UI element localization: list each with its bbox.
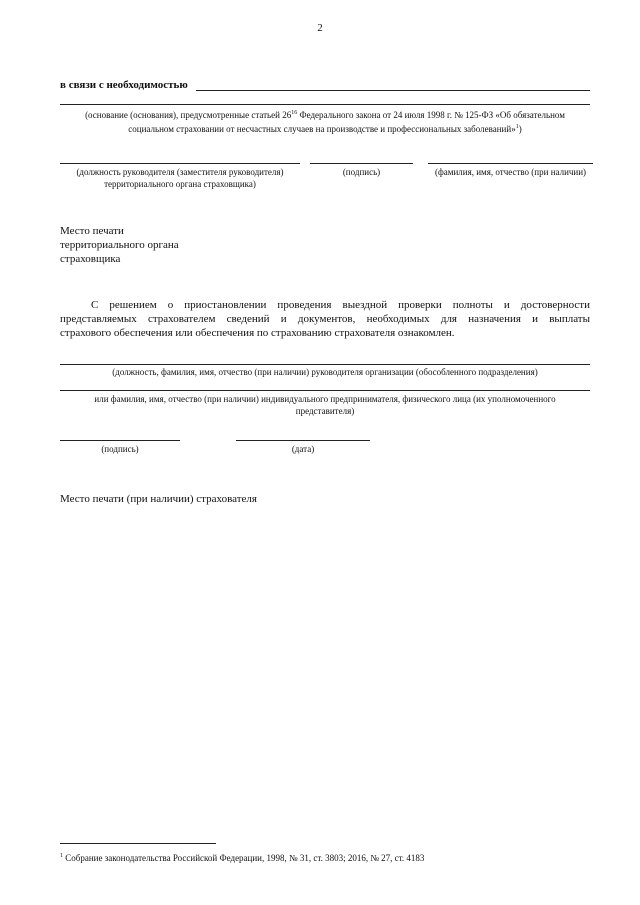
acknowledgement-paragraph	[60, 298, 590, 340]
reason-caption-part1: (основание (основания), предусмотренные статьей 26	[85, 110, 292, 120]
reason-prefix: в связи с необходимостью	[60, 79, 188, 91]
reason-caption	[60, 107, 590, 135]
insurer-seal-line3: страховщика	[60, 253, 121, 265]
footnote	[60, 850, 424, 864]
reason-caption-line2: социальном страховании от несчастных случаев на производстве и профессиональных заболеваний»	[128, 124, 516, 134]
insurer-position-caption-line2: территориального органа страховщика)	[104, 179, 256, 189]
insured-signature-line	[60, 440, 180, 441]
insured-alt-caption	[60, 393, 590, 417]
insurer-seal-line1: Место печати	[60, 225, 124, 237]
acknowledgement-line3: страхового обеспечения или обеспечения по страхованию страхователя ознакомлен.	[60, 327, 455, 339]
insured-position-caption: (должность, фамилия, имя, отчество (при наличии) руководителя организации (обособленного подразделения)	[112, 367, 538, 377]
insurer-signature-line	[310, 163, 413, 164]
reason-underline	[60, 104, 590, 105]
insurer-signature-caption: (подпись)	[342, 167, 381, 177]
acknowledgement-line1: С решением о приостановлении проведения выездной проверки полноты и достоверности	[91, 299, 590, 311]
insured-date-line	[236, 440, 370, 441]
reason-caption-line2-sup: 1	[515, 124, 519, 130]
insurer-position-line	[60, 163, 300, 164]
reason-caption-part2: Федерального закона от 24 июля 1998 г. № 125-ФЗ «Об обязательном	[297, 110, 565, 120]
footnote-text: Собрание законодательства Российской Федерации, 1998, № 31, ст. 3803; 2016, № 27, ст. 4183	[63, 853, 425, 863]
insured-seal: Место печати (при наличии) страхователя	[60, 493, 257, 505]
insurer-position-caption-line1: (должность руководителя (заместителя руководителя)	[76, 167, 284, 177]
insured-alt-caption-line1: или фамилия, имя, отчество (при наличии) индивидуального предпринимателя, физического лица (их уполномоченного	[94, 394, 556, 404]
insurer-seal	[60, 224, 179, 266]
insured-alt-caption-line2: представителя)	[295, 406, 355, 416]
insured-signature-caption: (подпись)	[101, 444, 139, 454]
insured-alt-line	[60, 390, 590, 391]
insured-date-caption: (дата)	[291, 444, 315, 454]
insurer-position-caption	[60, 166, 300, 190]
acknowledgement-line2: представляемых страхователем сведений и документов, необходимых для назначения и выплаты	[60, 313, 590, 325]
footnote-mark: 1	[60, 853, 63, 859]
footnote-separator	[60, 843, 216, 844]
insured-position-line	[60, 364, 590, 365]
insurer-name-caption: (фамилия, имя, отчество (при наличии)	[434, 167, 587, 177]
reason-caption-line2-end: )	[518, 124, 522, 134]
insurer-seal-line2: территориального органа	[60, 239, 179, 251]
page-number: 2	[317, 22, 323, 34]
reason-fill-line	[196, 90, 590, 91]
reason-caption-sup: 16	[291, 110, 298, 116]
insurer-name-line	[428, 163, 593, 164]
